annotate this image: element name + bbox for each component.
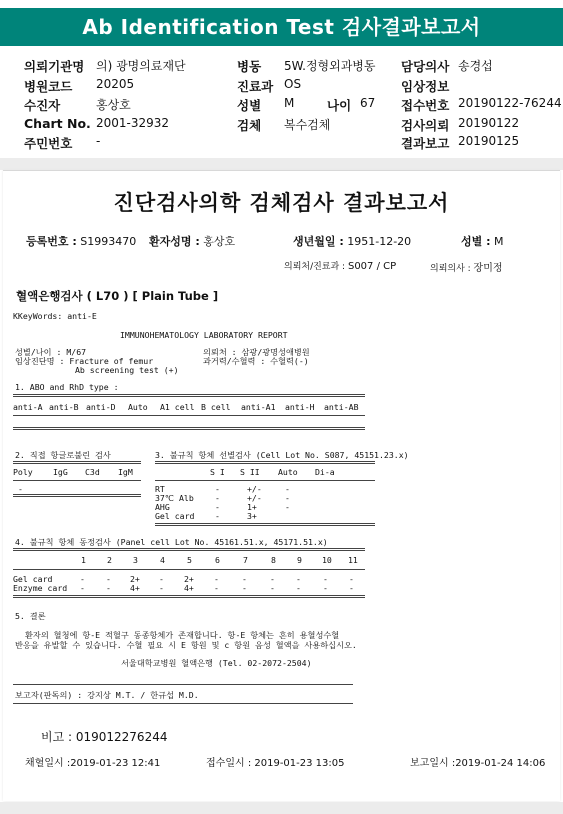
dat-result: - (18, 484, 23, 494)
section5-title: 5. 결론 (15, 611, 46, 621)
receipt-field (401, 96, 562, 114)
chart-label: Chart No. (24, 116, 91, 131)
scanned-report (3, 170, 560, 801)
sex-age-line: 성별/나이 : M/67 (15, 347, 87, 357)
dat-col: IgM (118, 467, 133, 477)
section4-rule-mid (13, 569, 365, 570)
dat-col: IgG (53, 467, 68, 477)
specimen-field (237, 116, 331, 134)
specimen-label: 검체 (237, 118, 262, 133)
doctor-value: 송경섭 (458, 59, 493, 73)
panel-cell: - (296, 583, 301, 593)
screen-row-label: RT (155, 484, 165, 494)
rrn-label: 주민번호 (24, 136, 73, 151)
panel-col: 4 (160, 555, 165, 565)
recipient-field (24, 96, 131, 114)
section3-rule-top (155, 461, 375, 464)
panel-cell: - (159, 574, 164, 584)
dat-col: C3d (85, 467, 100, 477)
section4-title: 4. 불규칙 항체 동정검사 (Panel cell Lot No. 45161.51.x, 45171.51.x) (15, 537, 328, 547)
sex-value: M (284, 96, 295, 110)
abo-col: Auto (128, 402, 148, 412)
screen-cell: - (285, 484, 290, 494)
date-of-birth (293, 233, 411, 249)
conclusion-line-1: 환자의 혈청에 항-E 적혈구 동종항체가 존재합니다. 항-E 항체는 흔히 용혈성수혈 (25, 630, 340, 640)
report-sex-label: 성별 : (461, 235, 491, 248)
keywords: KKeyWords: anti-E (13, 311, 97, 321)
abo-col: anti-B (49, 402, 79, 412)
remarks-barcode: 비고 : 019012276244 (41, 730, 168, 744)
panel-cell: - (270, 574, 275, 584)
panel-cell: - (349, 574, 354, 584)
screen-row-label: 37℃ Alb (155, 493, 194, 503)
panel-cell: - (323, 583, 328, 593)
screen-cell: +/- (247, 493, 262, 503)
screen-cell: - (215, 511, 220, 521)
reg-value: S1993470 (80, 235, 137, 248)
screen-col: Auto (278, 467, 298, 477)
screen-cell: - (285, 502, 290, 512)
req-doctor-value: 장미정 (473, 263, 503, 274)
req-dept-value: S007 / CP (347, 261, 397, 272)
abo-col: anti-H (285, 402, 315, 412)
org-value: 의) 광명의료재단 (96, 59, 186, 73)
panel-cell: 4+ (184, 583, 194, 593)
panel-col: 5 (187, 555, 192, 565)
section1-rule-bottom (13, 427, 365, 430)
panel-col: 11 (348, 555, 358, 565)
reg-number (26, 233, 136, 249)
conclusion-line-2: 반응을 유발할 수 있습니다. 수혈 필요 시 E 항원 및 c 항원 음성 혈액을 사용하십시오. (15, 640, 357, 650)
org-field (24, 57, 186, 75)
specimen-value: 복수검체 (284, 118, 331, 132)
dept-label: 진료과 (237, 79, 274, 94)
screen-cell: - (215, 484, 220, 494)
panel-row-label: Enzyme card (13, 583, 68, 593)
collection-time: 채혈일시 :2019-01-23 12:41 (25, 758, 161, 769)
panel-cell: - (270, 583, 275, 593)
requesting-doctor (430, 259, 503, 274)
screen-row (155, 511, 257, 521)
patient-name (149, 233, 235, 249)
receipt-value: 20190122-76244 (458, 96, 562, 110)
clinical-label: 임상정보 (401, 79, 450, 94)
panel-row-label: Gel card (13, 574, 53, 584)
panel-cell: - (242, 574, 247, 584)
dat-col: Poly (13, 467, 33, 477)
ward-value: 5W.정형외과병동 (284, 59, 376, 73)
dept-value: OS (284, 77, 302, 91)
patient-label: 환자성명 : (149, 235, 200, 248)
panel-col: 9 (297, 555, 302, 565)
section2-rule-bottom (13, 494, 141, 497)
code-field (24, 77, 135, 95)
org-label: 의뢰기관명 (24, 59, 85, 74)
panel-col: 2 (107, 555, 112, 565)
section4-rule-bottom (13, 595, 365, 598)
ward-field (237, 57, 376, 75)
recipient-value: 홍상호 (96, 98, 131, 112)
panel-cell: - (159, 583, 164, 593)
abo-col: anti-D (86, 402, 116, 412)
panel-cell: 4+ (130, 583, 140, 593)
rrn-value: - (96, 134, 101, 148)
panel-cell: - (323, 574, 328, 584)
screen-cell: - (215, 493, 220, 503)
dob-value: 1951-12-20 (347, 235, 412, 248)
panel-cell: - (80, 583, 85, 593)
report-date-field (401, 134, 520, 152)
separator-band (0, 158, 563, 170)
request-value: 20190122 (458, 116, 520, 130)
request-label: 검사의뢰 (401, 118, 450, 133)
screen-cell: - (215, 502, 220, 512)
doctor-label: 담당의사 (401, 59, 450, 74)
screen-row-label: Gel card (155, 511, 195, 521)
diagnosis-line: 임상진단명 : Fracture of femur (15, 356, 154, 366)
panel-cell: 2+ (130, 574, 140, 584)
panel-col: 8 (271, 555, 276, 565)
panel-col: 6 (215, 555, 220, 565)
report-heading: 진단검사의학 검체검사 결과보고서 (113, 191, 450, 215)
section2-title: 2. 직접 항글로불린 검사 (15, 450, 111, 460)
panel-row (13, 583, 365, 594)
lab-report-title: IMMUNOHEMATOLOGY LABORATORY REPORT (120, 330, 288, 340)
test-title: 혈액은행검사 ( L70 ) [ Plain Tube ] (16, 289, 219, 303)
section3-rule-bottom (155, 523, 375, 526)
chart-field (24, 116, 170, 131)
section2-rule-top (13, 461, 141, 464)
ward-label: 병동 (237, 59, 262, 74)
hospital-line: 서울대학교병원 혈액은행 (Tel. 02-2072-2504) (121, 658, 312, 668)
report-date-value: 20190125 (458, 134, 520, 148)
transfusion-line: 과거력/수혈력 : 수혈력(-) (203, 356, 309, 366)
section1-title: 1. ABO and RhD type : (15, 382, 119, 392)
section3-title: 3. 불규칙 항체 선별검사 (Cell Lot No. S087, 45151.23.x) (155, 450, 409, 460)
abo-col: A1 cell (160, 402, 195, 412)
screen-cell: +/- (247, 484, 262, 494)
age-label: 나이 (327, 98, 352, 113)
section2-rule-mid (13, 480, 141, 481)
panel-cell: - (242, 583, 247, 593)
reg-label: 등록번호 : (26, 235, 77, 248)
panel-headers (13, 555, 365, 567)
screen-cell: - (285, 493, 290, 503)
section1-rule-top (13, 394, 365, 397)
panel-cell: - (106, 583, 111, 593)
abo-col: B cell (201, 402, 231, 412)
panel-cell: - (349, 583, 354, 593)
section1-rule-mid (13, 415, 365, 416)
screen-cell: 1+ (247, 502, 257, 512)
section3-rule-mid (155, 480, 375, 481)
reporter-rule-bottom (13, 703, 353, 704)
bottom-band (0, 802, 563, 814)
report-title-bar: Ab Identification Test 검사결과보고서 (0, 8, 563, 46)
panel-cell: - (296, 574, 301, 584)
panel-cell: 2+ (184, 574, 194, 584)
report-time: 보고일시 :2019-01-24 14:06 (410, 758, 546, 769)
dept-field (237, 77, 302, 95)
clinical-field (401, 77, 449, 95)
request-field (401, 116, 520, 134)
abo-headers (13, 402, 359, 412)
screen-col: S II (240, 467, 260, 477)
age-value: 67 (360, 96, 376, 110)
panel-col: 1 (81, 555, 86, 565)
reporter-line: 보고자(판독의) : 강지상 M.T. / 한규섭 M.D. (15, 690, 199, 700)
screen-cell: 3+ (247, 511, 257, 521)
screen-col: S I (210, 467, 225, 477)
abo-col: anti-AB (324, 402, 359, 412)
age-field (327, 96, 376, 114)
panel-col: 7 (243, 555, 248, 565)
code-label: 병원코드 (24, 79, 73, 94)
report-date-label: 결과보고 (401, 136, 450, 151)
screen-row-label: AHG (155, 502, 170, 512)
report-sex-value: M (493, 235, 504, 248)
patient-value: 홍상호 (203, 235, 236, 248)
chart-value: 2001-32932 (96, 116, 170, 130)
panel-cell: - (214, 574, 219, 584)
panel-col: 10 (322, 555, 332, 565)
req-doctor-label: 의뢰의사 : (430, 264, 471, 274)
sex-field (237, 96, 295, 114)
reporter-rule-top (13, 684, 353, 685)
panel-cell: - (80, 574, 85, 584)
receipt-time: 접수일시 : 2019-01-23 13:05 (206, 758, 345, 769)
screen-col: Di-a (315, 467, 335, 477)
abo-col: anti-A1 (241, 402, 276, 412)
code-value: 20205 (96, 77, 135, 91)
abo-col: anti-A (13, 402, 43, 412)
dob-label: 생년월일 : (293, 235, 344, 248)
doctor-field (401, 57, 493, 75)
section4-rule-top (13, 548, 365, 551)
recipient-label: 수진자 (24, 98, 61, 113)
receipt-label: 접수번호 (401, 98, 450, 113)
sex-label: 성별 (237, 98, 262, 113)
req-dept-label: 의뢰처/진료과 : (284, 262, 346, 272)
panel-cell: - (106, 574, 111, 584)
requester-line: 의뢰처 : 삼광/광명성애병원 (203, 347, 310, 357)
dat-headers (13, 467, 133, 477)
panel-cell: - (214, 583, 219, 593)
rrn-field (24, 134, 101, 152)
screening-line: Ab screening test (+) (75, 365, 179, 375)
requesting-dept (284, 259, 396, 272)
report-sex (461, 233, 503, 249)
panel-col: 3 (133, 555, 138, 565)
